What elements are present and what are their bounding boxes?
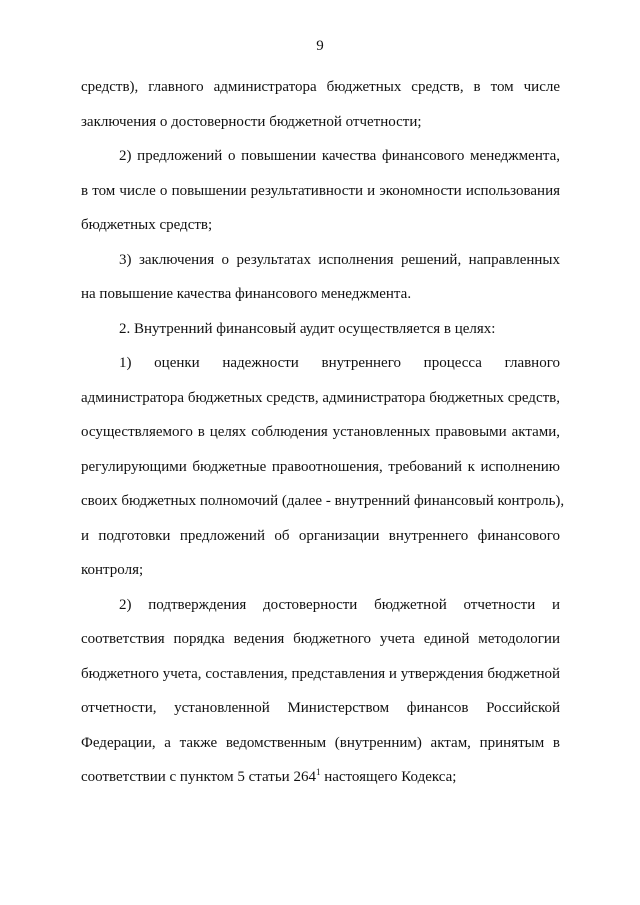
text-line: 3) заключения о результатах исполнения решений, направленных: [119, 251, 560, 268]
text-line: средств), главного администратора бюджетных средств, в том числе: [81, 79, 560, 95]
text-line: регулирующими бюджетные правоотношения, требований к исполнению: [81, 458, 560, 475]
document-body: [81, 70, 565, 795]
text-fragment: соответствии с пунктом 5 статьи 264: [81, 769, 316, 785]
text-line: Федерации, а также ведомственным (внутренним) актам, принятым в: [81, 734, 560, 751]
text-line: 2) подтверждения достоверности бюджетной отчетности и: [119, 596, 560, 613]
text-line: [81, 760, 560, 795]
text-line: бюджетных средств;: [81, 217, 213, 233]
text-line: 1) оценки надежности внутреннего процесса главного: [119, 355, 560, 371]
text-line: бюджетного учета, составления, представления и утверждения бюджетной: [81, 665, 560, 682]
text-line: соответствия порядка ведения бюджетного учета единой методологии: [81, 631, 560, 647]
text-line: и подготовки предложений об организации внутреннего финансового: [81, 527, 560, 544]
text-line: своих бюджетных полномочий (далее - внутренний финансовый контроль),: [81, 493, 565, 509]
text-line: на повышение качества финансового менеджмента.: [81, 286, 412, 302]
text-line: 2. Внутренний финансовый аудит осуществляется в целях:: [119, 320, 496, 337]
text-line: в том числе о повышении результативности и экономности использования: [81, 182, 560, 199]
text-line: отчетности, установленной Министерством финансов Российской: [81, 700, 560, 716]
text-line: 2) предложений о повышении качества финансового менеджмента,: [119, 148, 560, 164]
superscript-index: 1: [315, 767, 321, 777]
page-number: 9: [316, 38, 324, 54]
text-line: осуществляемого в целях соблюдения установленных правовыми актами,: [81, 424, 560, 440]
text-line: заключения о достоверности бюджетной отчетности;: [81, 113, 422, 130]
text-fragment: настоящего Кодекса;: [320, 769, 457, 785]
text-line: контроля;: [81, 562, 144, 578]
text-line: администратора бюджетных средств, администратора бюджетных средств,: [81, 389, 560, 406]
